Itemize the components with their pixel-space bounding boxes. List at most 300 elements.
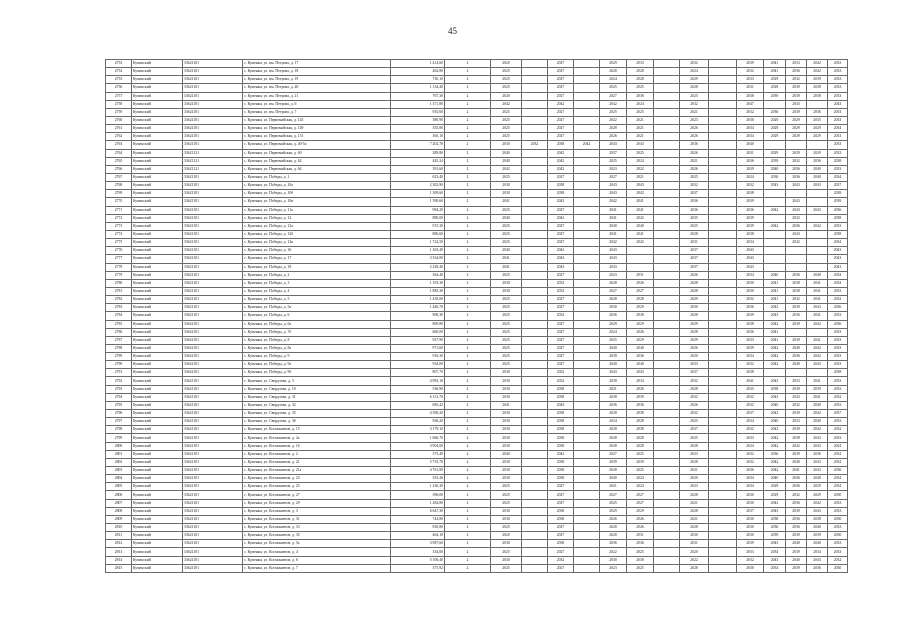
cell-year-col-g bbox=[654, 149, 680, 157]
table-row bbox=[106, 214, 848, 222]
cell-material-group: 2 bbox=[445, 393, 491, 401]
cell-year-col-k: 2034 bbox=[764, 548, 786, 556]
cell-year-col-h: 2021 bbox=[680, 157, 709, 165]
cell-oktmo: 33621101 bbox=[183, 116, 243, 124]
cell-oktmo: 33621101 bbox=[183, 556, 243, 564]
cell-year-col-g bbox=[654, 467, 680, 475]
cell-oktmo: 33621101 bbox=[183, 532, 243, 540]
register-table-body bbox=[106, 60, 848, 573]
cell-year-col-e: 2043 bbox=[600, 182, 627, 190]
cell-year-col-e: 2026 bbox=[600, 515, 627, 523]
cell-area: 2 228,40 bbox=[391, 263, 445, 271]
cell-area: 5 735,70 bbox=[391, 458, 445, 466]
cell-year-col-c: 2032 bbox=[548, 287, 574, 295]
cell-year-col-a: 2041 bbox=[491, 263, 522, 271]
cell-year-col-f: 2036 bbox=[627, 353, 654, 361]
cell-year-col-c: 2027 bbox=[548, 133, 574, 141]
cell-year-col-d bbox=[574, 515, 600, 523]
cell-year-col-l: 2039 bbox=[786, 564, 807, 572]
cell-year-col-e: 2028 bbox=[600, 68, 627, 76]
cell-year-col-i bbox=[709, 108, 737, 116]
cell-year-col-j: 2034 bbox=[737, 353, 764, 361]
cell-year-col-n: 2043 bbox=[828, 100, 848, 108]
cell-year-col-j: 2043 bbox=[737, 263, 764, 271]
cell-year-col-h: 2020 bbox=[680, 475, 709, 483]
cell-area: 289,80 bbox=[391, 149, 445, 157]
cell-year-col-k: 2042 bbox=[764, 361, 786, 369]
cell-material-group: 2 bbox=[445, 377, 491, 385]
table-row bbox=[106, 548, 848, 556]
table-row bbox=[106, 418, 848, 426]
cell-year-col-h: 2026 bbox=[680, 401, 709, 409]
cell-year-col-j: 2039 bbox=[737, 344, 764, 352]
cell-year-col-n: 2030 bbox=[828, 491, 848, 499]
cell-year-col-b bbox=[522, 198, 548, 206]
cell-year-col-g bbox=[654, 556, 680, 564]
cell-year-col-d bbox=[574, 353, 600, 361]
cell-year-col-a: 2020 bbox=[491, 60, 522, 68]
cell-year-col-e: 2041 bbox=[600, 206, 627, 214]
cell-year-col-e: 2030 bbox=[600, 556, 627, 564]
cell-year-col-n: 2033 bbox=[828, 548, 848, 556]
cell-year-col-f: 2033 bbox=[627, 60, 654, 68]
cell-year-col-i bbox=[709, 532, 737, 540]
cell-year-col-k: 2040 bbox=[764, 271, 786, 279]
cell-year-col-h: 2037 bbox=[680, 247, 709, 255]
cell-year-col-b bbox=[522, 230, 548, 238]
cell-year-col-m: 2042 bbox=[807, 499, 828, 507]
cell-year-col-g bbox=[654, 458, 680, 466]
cell-year-col-n: 2033 bbox=[828, 353, 848, 361]
cell-area: 334,00 bbox=[391, 548, 445, 556]
cell-year-col-f: 2021 bbox=[627, 125, 654, 133]
cell-year-col-g bbox=[654, 255, 680, 263]
cell-oktmo: 33621101 bbox=[183, 182, 243, 190]
cell-year-col-c: 2032 bbox=[548, 312, 574, 320]
cell-address: с. Куменки, ул. Первомайская, д. 40-5а bbox=[243, 141, 391, 149]
cell-oktmo: 33621101 bbox=[183, 344, 243, 352]
cell-year-col-c: 2032 bbox=[548, 556, 574, 564]
cell-address: с. Куменки, ул. Космонавтов, д. 29 bbox=[243, 499, 391, 507]
cell-address: с. Куменки, ул. Победы, д. 4 bbox=[243, 287, 391, 295]
cell-year-col-a: 2025 bbox=[491, 344, 522, 352]
cell-oktmo: 33621101 bbox=[183, 410, 243, 418]
cell-year-col-g bbox=[654, 157, 680, 165]
cell-year-col-l: 2038 bbox=[786, 279, 807, 287]
cell-oktmo: 33621101 bbox=[183, 133, 243, 141]
cell-area: 3 334,00 bbox=[391, 255, 445, 263]
cell-year-col-n: 2033 bbox=[828, 312, 848, 320]
cell-year-col-n: 2033 bbox=[828, 149, 848, 157]
cell-area: 391,60 bbox=[391, 165, 445, 173]
cell-address: с. Куменки, ул. Свердлова, д. 31 bbox=[243, 393, 391, 401]
cell-year-col-e: 2026 bbox=[600, 133, 627, 141]
cell-oktmo: 33621101 bbox=[183, 312, 243, 320]
cell-year-col-c: 2027 bbox=[548, 206, 574, 214]
cell-year-col-e: 2036 bbox=[600, 401, 627, 409]
cell-year-col-d bbox=[574, 361, 600, 369]
cell-year-col-m: 2039 bbox=[807, 76, 828, 84]
cell-year-col-m: 2040 bbox=[807, 418, 828, 426]
cell-material-group: 2 bbox=[445, 84, 491, 92]
cell-year-col-f: 2024 bbox=[627, 483, 654, 491]
cell-year-col-h: 2028 bbox=[680, 524, 709, 532]
cell-year-col-i bbox=[709, 450, 737, 458]
cell-address: с. Куменки, ул. Свердлова, д. 10 bbox=[243, 385, 391, 393]
cell-year-col-j: 2030 bbox=[737, 564, 764, 572]
cell-year-col-l: 2038 bbox=[786, 287, 807, 295]
cell-year-col-g bbox=[654, 165, 680, 173]
cell-year-col-n: 2036 bbox=[828, 304, 848, 312]
cell-year-col-k: 2041 bbox=[764, 336, 786, 344]
cell-year-col-n: 2033 bbox=[828, 434, 848, 442]
cell-year-col-c: 2038 bbox=[548, 418, 574, 426]
cell-year-col-n: 2034 bbox=[828, 125, 848, 133]
cell-oktmo: 33621101 bbox=[183, 287, 243, 295]
cell-year-col-b bbox=[522, 548, 548, 556]
cell-year-col-f: 2026 bbox=[627, 515, 654, 523]
cell-year-col-n: 2033 bbox=[828, 287, 848, 295]
cell-district: Куменский bbox=[132, 230, 183, 238]
cell-year-col-k: 2030 bbox=[764, 173, 786, 181]
cell-year-col-m: 2041 bbox=[807, 336, 828, 344]
table-row bbox=[106, 190, 848, 198]
cell-year-col-d bbox=[574, 369, 600, 377]
cell-year-col-a: 2030 bbox=[491, 556, 522, 564]
cell-year-col-a: 2025 bbox=[491, 206, 522, 214]
cell-year-col-d bbox=[574, 214, 600, 222]
cell-year-col-n: 2033 bbox=[828, 507, 848, 515]
cell-material-group: 2 bbox=[445, 353, 491, 361]
cell-year-col-e: 2043 bbox=[600, 263, 627, 271]
cell-year-col-i bbox=[709, 287, 737, 295]
cell-year-col-a: 2025 bbox=[491, 133, 522, 141]
cell-district: Куменский bbox=[132, 92, 183, 100]
cell-oktmo: 33621101 bbox=[183, 60, 243, 68]
cell-oktmo: 33621101 bbox=[183, 401, 243, 409]
cell-year-col-d bbox=[574, 76, 600, 84]
cell-year-col-j: 2030 bbox=[737, 499, 764, 507]
cell-year-col-j: 2036 bbox=[737, 304, 764, 312]
cell-year-col-l: 2043 bbox=[786, 230, 807, 238]
cell-year-col-m: 2041 bbox=[807, 393, 828, 401]
cell-year-col-j: 2039 bbox=[737, 540, 764, 548]
cell-year-col-d bbox=[574, 287, 600, 295]
cell-year-col-d bbox=[574, 377, 600, 385]
table-row bbox=[106, 157, 848, 165]
table-row bbox=[106, 263, 848, 271]
cell-year-col-c: 2042 bbox=[548, 157, 574, 165]
table-row bbox=[106, 304, 848, 312]
cell-year-col-f: 2029 bbox=[627, 304, 654, 312]
cell-year-col-f: 2027 bbox=[627, 287, 654, 295]
cell-year-col-a: 2025 bbox=[491, 491, 522, 499]
cell-oktmo: 33621101 bbox=[183, 377, 243, 385]
cell-year-col-g bbox=[654, 320, 680, 328]
cell-year-col-j: 2034 bbox=[737, 483, 764, 491]
table-row bbox=[106, 230, 848, 238]
table-row bbox=[106, 491, 848, 499]
cell-year-col-h: 2028 bbox=[680, 442, 709, 450]
cell-oktmo: 33621101 bbox=[183, 442, 243, 450]
cell-address: с. Куменки, ул. Первомайская, д. 62 bbox=[243, 157, 391, 165]
cell-year-col-n: 2033 bbox=[828, 377, 848, 385]
cell-year-col-j: 2032 bbox=[737, 458, 764, 466]
cell-area: 1 446,70 bbox=[391, 304, 445, 312]
cell-oktmo: 33621101 bbox=[183, 296, 243, 304]
cell-year-col-m: 2043 bbox=[807, 182, 828, 190]
table-row bbox=[106, 499, 848, 507]
cell-district: Куменский bbox=[132, 434, 183, 442]
cell-district: Куменский bbox=[132, 304, 183, 312]
cell-year-col-i bbox=[709, 60, 737, 68]
cell-year-col-h: 2028 bbox=[680, 312, 709, 320]
cell-year-col-e: 2028 bbox=[600, 125, 627, 133]
table-row bbox=[106, 393, 848, 401]
cell-year-col-l: 2033 bbox=[786, 377, 807, 385]
cell-year-col-g bbox=[654, 491, 680, 499]
cell-address: с. Куменки, ул. Космонавтов, д. 2а bbox=[243, 434, 391, 442]
cell-year-col-h: 2020 bbox=[680, 548, 709, 556]
cell-year-col-k: 2038 bbox=[764, 515, 786, 523]
cell-material-group: 2 bbox=[445, 564, 491, 572]
cell-year-col-f: 2031 bbox=[627, 532, 654, 540]
cell-year-col-f: 2040 bbox=[627, 222, 654, 230]
cell-year-col-f: 2042 bbox=[627, 214, 654, 222]
cell-year-col-l: 2032 bbox=[786, 76, 807, 84]
cell-year-col-h: 2037 bbox=[680, 263, 709, 271]
cell-year-col-j: 2034 bbox=[737, 475, 764, 483]
cell-year-col-a: 2025 bbox=[491, 222, 522, 230]
cell-year-col-d bbox=[574, 60, 600, 68]
cell-address: с. Куменки, ул. Первомайская, д. 60 bbox=[243, 149, 391, 157]
cell-year-col-l: 2039 bbox=[786, 426, 807, 434]
cell-row-number: 2800 bbox=[106, 442, 132, 450]
cell-year-col-j: 2024 bbox=[737, 173, 764, 181]
cell-year-col-g bbox=[654, 76, 680, 84]
cell-district: Куменский bbox=[132, 450, 183, 458]
cell-year-col-d: 2042 bbox=[574, 141, 600, 149]
cell-row-number: 2804 bbox=[106, 475, 132, 483]
cell-year-col-h: 2032 bbox=[680, 182, 709, 190]
cell-oktmo: 33621101 bbox=[183, 304, 243, 312]
table-row bbox=[106, 100, 848, 108]
table-row bbox=[106, 564, 848, 572]
cell-year-col-l: 2040 bbox=[786, 540, 807, 548]
cell-oktmo: 33621101 bbox=[183, 467, 243, 475]
cell-address: с. Куменки, ул. Победы, д. 12а bbox=[243, 222, 391, 230]
cell-material-group: 2 bbox=[445, 247, 491, 255]
cell-year-col-f: 2028 bbox=[627, 296, 654, 304]
cell-year-col-n: 2034 bbox=[828, 271, 848, 279]
cell-year-col-g bbox=[654, 198, 680, 206]
cell-year-col-i bbox=[709, 458, 737, 466]
cell-year-col-b bbox=[522, 304, 548, 312]
cell-year-col-k: 2041 bbox=[764, 60, 786, 68]
cell-year-col-l: 2040 bbox=[786, 344, 807, 352]
cell-address: с. Куменки, ул. Космонавтов, д. 21а bbox=[243, 467, 391, 475]
cell-district: Куменский bbox=[132, 125, 183, 133]
cell-year-col-a: 2025 bbox=[491, 524, 522, 532]
cell-year-col-m: 2043 bbox=[807, 361, 828, 369]
cell-year-col-k: 2034 bbox=[764, 564, 786, 572]
cell-address: с. Куменки, ул. Космонавтов, д. 25 bbox=[243, 483, 391, 491]
cell-year-col-j: 2033 bbox=[737, 76, 764, 84]
cell-year-col-c: 2027 bbox=[548, 320, 574, 328]
cell-year-col-a: 2030 bbox=[491, 426, 522, 434]
cell-oktmo: 33621121 bbox=[183, 157, 243, 165]
table-row bbox=[106, 320, 848, 328]
cell-address: с. Куменки, ул. Космонавтов, д. 33 bbox=[243, 524, 391, 532]
cell-year-col-b bbox=[522, 401, 548, 409]
cell-material-group: 2 bbox=[445, 271, 491, 279]
cell-year-col-j: 2031 bbox=[737, 84, 764, 92]
table-row bbox=[106, 198, 848, 206]
cell-year-col-g bbox=[654, 369, 680, 377]
cell-oktmo: 33621101 bbox=[183, 320, 243, 328]
cell-year-col-l: 2042 bbox=[786, 442, 807, 450]
cell-year-col-c: 2027 bbox=[548, 230, 574, 238]
cell-row-number: 2791 bbox=[106, 369, 132, 377]
cell-year-col-i bbox=[709, 239, 737, 247]
cell-year-col-b bbox=[522, 410, 548, 418]
cell-year-col-h: 2037 bbox=[680, 255, 709, 263]
cell-material-group: 2 bbox=[445, 328, 491, 336]
cell-year-col-k: 2042 bbox=[764, 344, 786, 352]
cell-area: 1 193,30 bbox=[391, 279, 445, 287]
cell-district: Куменский bbox=[132, 458, 183, 466]
cell-year-col-h: 2032 bbox=[680, 393, 709, 401]
cell-year-col-f: 2024 bbox=[627, 475, 654, 483]
cell-area: 7 202,70 bbox=[391, 141, 445, 149]
cell-district: Куменский bbox=[132, 353, 183, 361]
cell-year-col-k bbox=[764, 247, 786, 255]
table-row bbox=[106, 507, 848, 515]
cell-year-col-d bbox=[574, 532, 600, 540]
cell-address: с. Куменки, ул. Космонавтов, д. 16 bbox=[243, 442, 391, 450]
cell-year-col-k: 2029 bbox=[764, 125, 786, 133]
cell-oktmo: 33621101 bbox=[183, 418, 243, 426]
cell-year-col-j: 2043 bbox=[737, 247, 764, 255]
cell-area: 464,18 bbox=[391, 532, 445, 540]
cell-district: Куменский bbox=[132, 320, 183, 328]
cell-year-col-g bbox=[654, 377, 680, 385]
cell-address: с. Куменки, ул. Победы, д. 18 bbox=[243, 263, 391, 271]
cell-address: с. Куменки, ул. Победы, д. 7б bbox=[243, 328, 391, 336]
cell-year-col-g bbox=[654, 515, 680, 523]
cell-year-col-k: 2041 bbox=[764, 279, 786, 287]
cell-year-col-d bbox=[574, 206, 600, 214]
cell-year-col-f: 2024 bbox=[627, 100, 654, 108]
cell-year-col-k bbox=[764, 190, 786, 198]
cell-year-col-k: 2043 bbox=[764, 556, 786, 564]
cell-year-col-n: 2024 bbox=[828, 442, 848, 450]
cell-year-col-j: 2034 bbox=[737, 133, 764, 141]
cell-row-number: 2780 bbox=[106, 279, 132, 287]
cell-year-col-m: 2042 bbox=[807, 320, 828, 328]
cell-year-col-g bbox=[654, 434, 680, 442]
cell-row-number: 2813 bbox=[106, 548, 132, 556]
cell-row-number: 2773 bbox=[106, 222, 132, 230]
cell-year-col-j: 2034 bbox=[737, 239, 764, 247]
cell-address: с. Куменки, ул. Первомайская, д. 64 bbox=[243, 165, 391, 173]
cell-year-col-d bbox=[574, 198, 600, 206]
cell-oktmo: 33621101 bbox=[183, 507, 243, 515]
cell-year-col-h: 2029 bbox=[680, 296, 709, 304]
cell-year-col-k: 2042 bbox=[764, 304, 786, 312]
cell-year-col-d bbox=[574, 336, 600, 344]
cell-year-col-e: 2038 bbox=[600, 393, 627, 401]
table-row bbox=[106, 434, 848, 442]
cell-year-col-d bbox=[574, 116, 600, 124]
cell-district: Куменский bbox=[132, 524, 183, 532]
cell-oktmo: 33621101 bbox=[183, 125, 243, 133]
cell-year-col-b bbox=[522, 515, 548, 523]
cell-year-col-i bbox=[709, 198, 737, 206]
cell-year-col-f: 2028 bbox=[627, 68, 654, 76]
cell-oktmo: 33621101 bbox=[183, 434, 243, 442]
cell-area: 869,80 bbox=[391, 320, 445, 328]
cell-material-group: 2 bbox=[445, 296, 491, 304]
cell-year-col-d bbox=[574, 491, 600, 499]
cell-year-col-k: 2036 bbox=[764, 108, 786, 116]
cell-year-col-a: 2025 bbox=[491, 499, 522, 507]
cell-year-col-a: 2025 bbox=[491, 336, 522, 344]
cell-material-group: 2 bbox=[445, 230, 491, 238]
cell-year-col-d bbox=[574, 499, 600, 507]
cell-year-col-h: 2028 bbox=[680, 230, 709, 238]
cell-year-col-e: 2028 bbox=[600, 442, 627, 450]
cell-area: 915,30 bbox=[391, 222, 445, 230]
cell-year-col-a: 2030 bbox=[491, 410, 522, 418]
cell-year-col-n: 2030 bbox=[828, 564, 848, 572]
cell-year-col-l: 2043 bbox=[786, 206, 807, 214]
cell-material-group: 2 bbox=[445, 312, 491, 320]
cell-year-col-e: 2028 bbox=[600, 279, 627, 287]
cell-year-col-d bbox=[574, 100, 600, 108]
cell-area: 2 302,90 bbox=[391, 182, 445, 190]
cell-year-col-g bbox=[654, 141, 680, 149]
cell-row-number: 2803 bbox=[106, 467, 132, 475]
cell-year-col-k: 2039 bbox=[764, 92, 786, 100]
cell-year-col-f: 2036 bbox=[627, 92, 654, 100]
cell-district: Куменский bbox=[132, 76, 183, 84]
cell-year-col-c: 2042 bbox=[548, 247, 574, 255]
cell-year-col-m: 2042 bbox=[807, 344, 828, 352]
cell-year-col-i bbox=[709, 540, 737, 548]
cell-year-col-f: 2026 bbox=[627, 524, 654, 532]
cell-year-col-e: 2042 bbox=[600, 100, 627, 108]
cell-year-col-g bbox=[654, 222, 680, 230]
cell-year-col-m: 2043 bbox=[807, 434, 828, 442]
cell-address: с. Куменки, ул. Победы, д. 8 bbox=[243, 336, 391, 344]
cell-year-col-g bbox=[654, 507, 680, 515]
cell-year-col-g bbox=[654, 426, 680, 434]
table-row bbox=[106, 173, 848, 181]
cell-oktmo: 33621121 bbox=[183, 165, 243, 173]
cell-year-col-h: 2026 bbox=[680, 125, 709, 133]
cell-material-group: 2 bbox=[445, 182, 491, 190]
cell-year-col-d bbox=[574, 149, 600, 157]
cell-area: 1 309,60 bbox=[391, 190, 445, 198]
cell-year-col-j: 2036 bbox=[737, 328, 764, 336]
cell-year-col-d bbox=[574, 190, 600, 198]
cell-year-col-m: 2042 bbox=[807, 68, 828, 76]
cell-year-col-b bbox=[522, 255, 548, 263]
cell-year-col-d bbox=[574, 255, 600, 263]
cell-material-group: 2 bbox=[445, 507, 491, 515]
page-number: 45 bbox=[448, 26, 457, 36]
